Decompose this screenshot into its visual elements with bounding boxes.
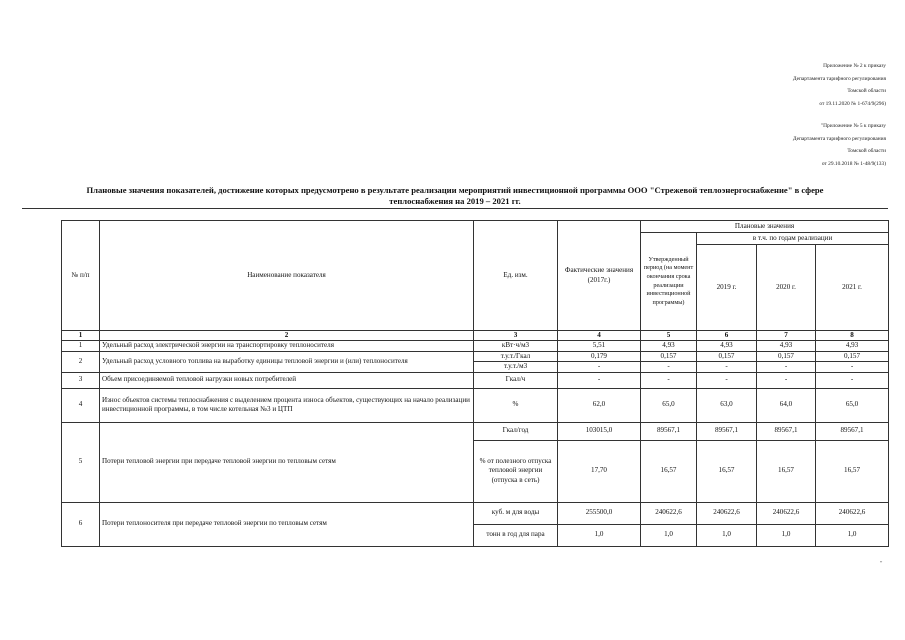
col-number: 2: [100, 331, 474, 341]
header-year-2021: 2021 г.: [816, 245, 889, 331]
appendix-line: от 29.10.2018 № 1-48/9(133): [821, 160, 886, 167]
value-2020: 240622,6: [757, 502, 816, 524]
row-unit: Гкал/год: [474, 422, 558, 440]
value-approved: 1,0: [641, 524, 697, 546]
value-2020: -: [757, 362, 816, 372]
appendix-note-previous: [793, 120, 886, 170]
appendix-line: Томской области: [847, 88, 886, 95]
value-actual: -: [558, 362, 641, 372]
value-2021: -: [816, 372, 889, 388]
value-2021: 1,0: [816, 524, 889, 546]
row-num: 4: [62, 388, 100, 422]
col-number: 4: [558, 331, 641, 341]
header-actual: Фактические значения (2017г.): [558, 221, 641, 331]
row-name: Объем присоединяемой тепловой нагрузки новых потребителей: [100, 372, 474, 388]
row-unit: тонн в год для пара: [474, 524, 558, 546]
value-2021: 0,157: [816, 351, 889, 361]
header-name: Наименование показателя: [100, 221, 474, 331]
appendix-line: Приложение № 2 к приказу: [823, 63, 886, 69]
value-2020: 89567,1: [757, 422, 816, 440]
indicators-table: [61, 220, 889, 547]
col-number: 7: [757, 331, 816, 341]
value-2019: 1,0: [697, 524, 757, 546]
row-name: Износ объектов системы теплоснабжения с выделением процента износа объектов, существующих на начало реализации инвестиционной программы, в том числе котельная №3 и ЦТП: [100, 388, 474, 422]
header-unit: Ед. изм.: [474, 221, 558, 331]
title-line: теплоснабжения на 2019 – 2021 гг.: [389, 196, 521, 206]
value-2019: 89567,1: [697, 422, 757, 440]
table-row: [62, 341, 889, 351]
value-actual: 103015,0: [558, 422, 641, 440]
value-approved: 16,57: [641, 440, 697, 502]
row-num: 3: [62, 372, 100, 388]
value-approved: 65,0: [641, 388, 697, 422]
appendix-note-current: [793, 60, 886, 110]
col-number: 1: [62, 331, 100, 341]
value-actual: 62,0: [558, 388, 641, 422]
appendix-line: Департамента тарифного регулирования: [792, 135, 886, 142]
header-num: № п/п: [62, 221, 100, 331]
row-num: 5: [62, 422, 100, 502]
value-approved: 89567,1: [641, 422, 697, 440]
appendix-line: от 19.11.2020 № 1-674/9(296): [819, 100, 886, 107]
row-name: Потери тепловой энергии при передаче тепловой энергии по тепловым сетям: [100, 422, 474, 502]
value-2021: 89567,1: [816, 422, 889, 440]
table-row: [62, 422, 889, 440]
value-2021: 16,57: [816, 440, 889, 502]
row-name: Потери теплоносителя при передаче тепловой энергии по тепловым сетям: [100, 502, 474, 546]
row-unit: % от полезного отпуска тепловой энергии (отпуска в сеть): [474, 440, 558, 502]
row-unit: %: [474, 388, 558, 422]
header-planned: Плановые значения: [641, 221, 889, 233]
value-2021: -: [816, 362, 889, 372]
value-2019: 63,0: [697, 388, 757, 422]
value-actual: 5,51: [558, 341, 641, 351]
value-actual: 1,0: [558, 524, 641, 546]
col-number: 6: [697, 331, 757, 341]
table-row: [62, 502, 889, 524]
value-2021: 4,93: [816, 341, 889, 351]
value-actual: -: [558, 372, 641, 388]
value-2020: 4,93: [757, 341, 816, 351]
header-by-years: в т.ч. по годам реализации: [697, 233, 889, 245]
value-2021: 65,0: [816, 388, 889, 422]
value-2020: 1,0: [757, 524, 816, 546]
value-2021: 240622,6: [816, 502, 889, 524]
value-2019: 0,157: [697, 351, 757, 361]
value-2019: 240622,6: [697, 502, 757, 524]
appendix-line: Томской области: [847, 148, 886, 155]
value-approved: 0,157: [641, 351, 697, 361]
document-title: [22, 185, 888, 207]
value-2019: 16,57: [697, 440, 757, 502]
row-name: Удельный расход условного топлива на выработку единицы тепловой энергии и (или) теплоносителя: [100, 351, 474, 372]
title-divider: [22, 208, 888, 209]
closing-quote-mark: ": [880, 561, 883, 567]
col-number: 3: [474, 331, 558, 341]
row-name: Удельный расход электрической энергии на транспортировку теплоносителя: [100, 341, 474, 351]
col-number: 5: [641, 331, 697, 341]
row-unit: т.у.т./Гкал: [474, 351, 558, 361]
value-2019: -: [697, 372, 757, 388]
header-year-2020: 2020 г.: [757, 245, 816, 331]
value-actual: 17,70: [558, 440, 641, 502]
row-num: 1: [62, 341, 100, 351]
col-number: 8: [816, 331, 889, 341]
value-2019: -: [697, 362, 757, 372]
appendix-line: Департамента тарифного регулирования: [792, 75, 886, 82]
value-approved: 4,93: [641, 341, 697, 351]
value-2020: -: [757, 372, 816, 388]
table-row: [62, 372, 889, 388]
row-unit: Гкал/ч: [474, 372, 558, 388]
value-actual: 255500,0: [558, 502, 641, 524]
header-year-2019: 2019 г.: [697, 245, 757, 331]
value-2020: 16,57: [757, 440, 816, 502]
value-approved: 240622,6: [641, 502, 697, 524]
value-actual: 0,179: [558, 351, 641, 361]
value-2019: 4,93: [697, 341, 757, 351]
title-line: Плановые значения показателей, достижение которых предусмотрено в результате реализации мероприятий инвестиционной программы ООО "Стрежевой теплоэнергоснабжение" в сфере: [86, 185, 824, 195]
row-unit: куб. м для воды: [474, 502, 558, 524]
header-approved-period: Утвержденный период (на момент окончания срока реализации инвестиционной программы): [641, 233, 697, 331]
value-2020: 0,157: [757, 351, 816, 361]
table-row: [62, 388, 889, 422]
value-2020: 64,0: [757, 388, 816, 422]
row-unit: кВт·ч/м3: [474, 341, 558, 351]
appendix-line: "Приложение № 5 к приказу: [820, 123, 886, 129]
value-approved: -: [641, 372, 697, 388]
value-approved: -: [641, 362, 697, 372]
row-num: 6: [62, 502, 100, 546]
row-num: 2: [62, 351, 100, 372]
table-row: [62, 351, 889, 361]
row-unit: т.у.т./м3: [474, 362, 558, 372]
